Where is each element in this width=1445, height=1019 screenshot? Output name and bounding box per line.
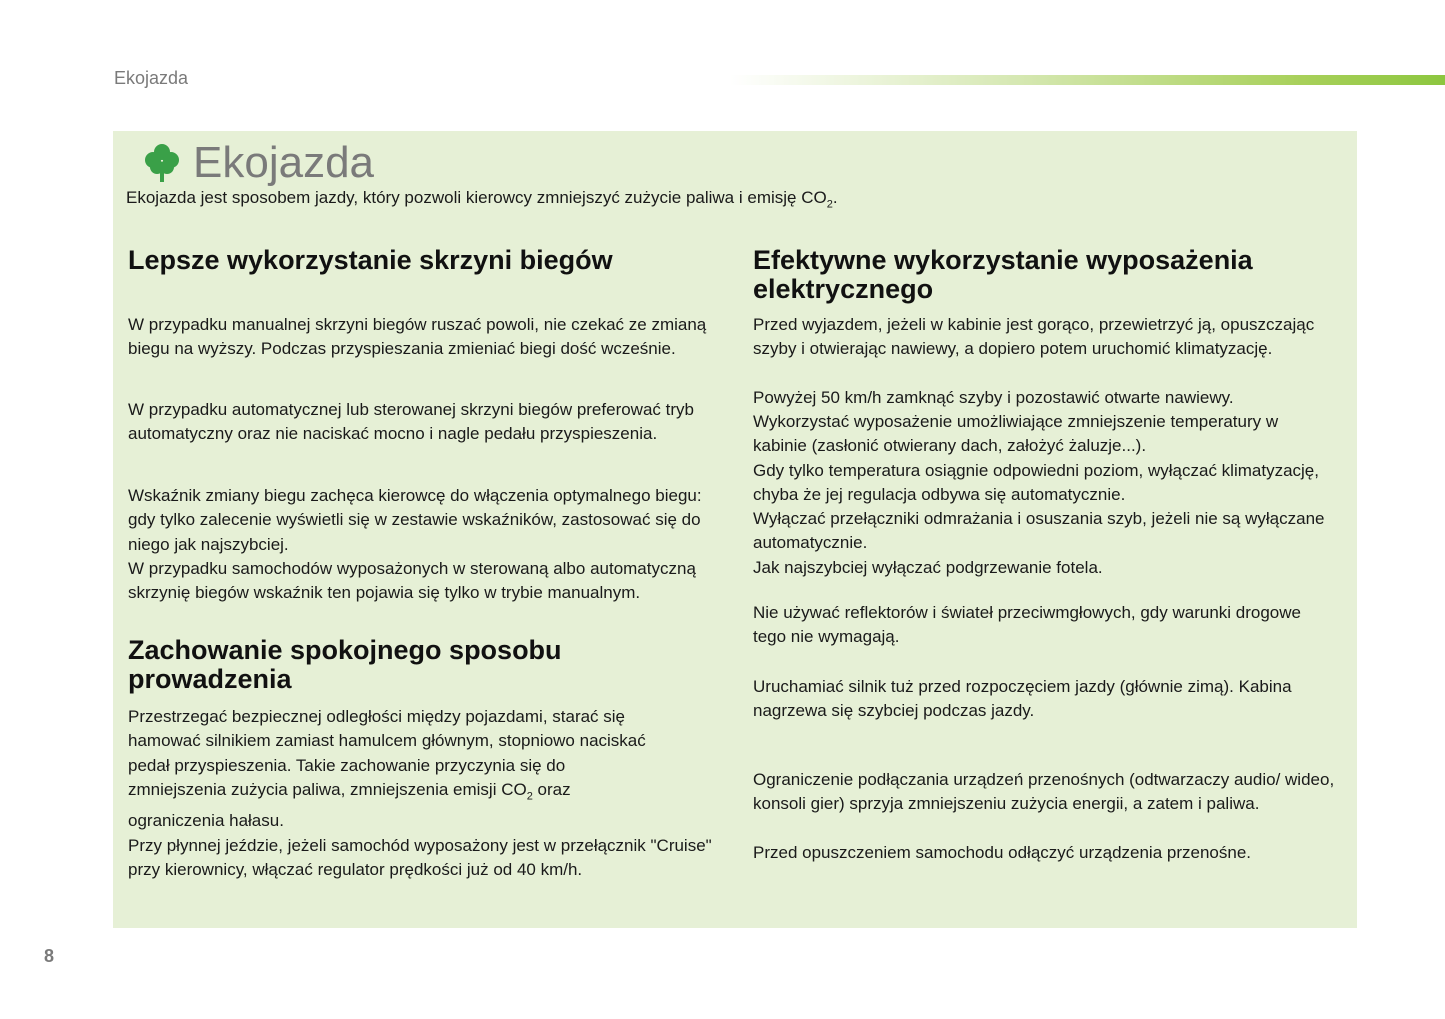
tree-icon xyxy=(145,143,179,183)
paragraph-cruise-control: Przy płynnej jeździe, jeżeli samochód wyposażony jest w przełącznik "Cruise" przy kierownicy, włączać regulator prędkości już od 40 km/h. xyxy=(128,836,712,880)
panel-title: Ekojazda xyxy=(193,138,375,187)
paragraph-start-engine: Uruchamiać silnik tuż przed rozpoczęciem jazdy (głównie zimą). Kabina nagrzewa się szybciej podczas jazdy. xyxy=(753,677,1292,721)
paragraph-turn-off-ac: Gdy tylko temperatura osiągnie odpowiedni poziom, wyłączać klimatyzację, chyba że jej regulacja odbywa się automatycznie. xyxy=(753,461,1319,505)
paragraph-gear-indicator: Wskaźnik zmiany biegu zachęca kierowcę do włączenia optymalnego biegu: gdy tylko zalecenie wyświetli się w zestawie wskaźników, zastosować się do niego jak najszybciej. xyxy=(128,486,702,554)
paragraph-automatic-gearbox: W przypadku automatycznej lub sterowanej skrzyni biegów preferować tryb automatyczny oraz nie naciskać mocno i nagle pedału przyspieszenia. xyxy=(128,400,694,444)
paragraph-seat-heating: Jak najszybciej wyłączać podgrzewanie fotela. xyxy=(753,558,1103,577)
paragraph-fog-lights: Nie używać reflektorów i świateł przeciwmgłowych, gdy warunki drogowe tego nie wymagają. xyxy=(753,603,1301,647)
paragraph-safe-distance: Przestrzegać bezpiecznej odległości między pojazdami, starać się hamować silnikiem zamiast hamulcem głównym, stopniowo naciskać pedał przyspieszenia. Takie zachowanie przyczynia się do zmniejszenia zużycia paliwa, zmniejszenia emisji $CO_2$ oraz ograniczenia hałasu. xyxy=(128,707,646,830)
paragraph-disconnect-devices: Przed opuszczeniem samochodu odłączyć urządzenia przenośne. xyxy=(753,843,1251,862)
paragraph-portable-devices: Ograniczenie podłączania urządzeń przenośnych (odtwarzaczy audio/ wideo, konsoli gier) sprzyja zmniejszeniu zużycia energii, a zatem i paliwa. xyxy=(753,770,1335,814)
heading-calm-driving: Zachowanie spokojnego sposobu prowadzenia xyxy=(128,635,562,694)
paragraph-indicator-manual-mode: W przypadku samochodów wyposażonych w sterowaną albo automatyczną skrzynię biegów wskaźnik ten pojawia się tylko w trybie manualnym. xyxy=(128,559,696,603)
paragraph-reduce-temperature: Wykorzystać wyposażenie umożliwiające zmniejszenie temperatury w kabinie (zasłonić otwierany dach, założyć żaluzje...). xyxy=(753,412,1279,456)
paragraph-ventilate-before: Przed wyjazdem, jeżeli w kabinie jest gorąco, przewietrzyć ją, opuszczając szyby i otwierając nawiewy, a dopiero potem uruchomić klimatyzację. xyxy=(753,315,1315,359)
heading-electrical-equipment: Efektywne wykorzystanie wyposażenia elektrycznego xyxy=(753,245,1253,304)
section-header-label: Ekojazda xyxy=(114,68,189,88)
paragraph-defrost-switches: Wyłączać przełączniki odmrażania i osuszania szyb, jeżeli nie są wyłączane automatycznie. xyxy=(753,509,1325,553)
paragraph-manual-gearbox: W przypadku manualnej skrzyni biegów ruszać powoli, nie czekać ze zmianą biegu na wyższy. Podczas przyspieszania zmieniać biegi dość wcześnie. xyxy=(128,315,707,359)
intro-text: Ekojazda jest sposobem jazdy, który pozwoli kierowcy zmniejszyć zużycie paliwa i emisję $CO_2$. xyxy=(126,188,838,211)
header-accent-bar xyxy=(730,75,1445,85)
paragraph-above-50: Powyżej 50 km/h zamknąć szyby i pozostawić otwarte nawiewy. xyxy=(753,388,1234,407)
page-number: 8 xyxy=(44,946,55,966)
panel-title-row xyxy=(145,137,374,189)
ecodriving-panel xyxy=(113,131,1357,928)
heading-gearbox: Lepsze wykorzystanie skrzyni biegów xyxy=(128,245,613,275)
